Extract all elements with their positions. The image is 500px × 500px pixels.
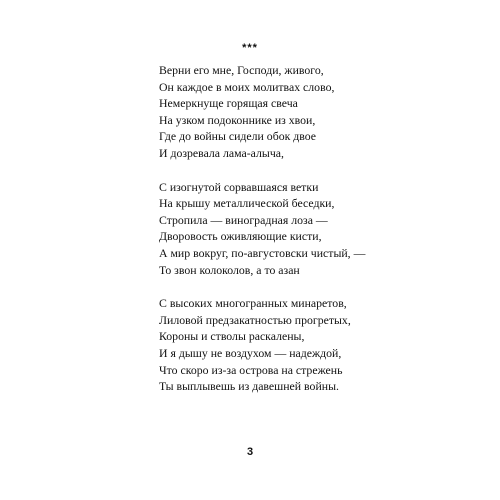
- poem-line: Дворовость оживляющие кисти,: [159, 229, 322, 244]
- poem-line: На узком подоконнике из хвои,: [159, 112, 316, 127]
- stanza-2: [159, 179, 489, 279]
- page-number: 3: [246, 446, 254, 458]
- poem-line: С высоких многогранных минаретов,: [159, 296, 347, 311]
- stanza-1: [159, 62, 489, 162]
- poem-line: А мир вокруг, по-августовски чистый, —: [159, 245, 366, 260]
- poem-line: Где до войны сидели обок двое: [159, 129, 317, 144]
- poem-line: Он каждое в моих молитвах слово,: [159, 79, 335, 94]
- poem-line: На крышу металлической беседки,: [159, 196, 335, 211]
- section-separator: ***: [242, 42, 258, 54]
- poem-line: Лиловой предзакатностью прогретых,: [159, 312, 351, 327]
- poem-line: То звон колоколов, а то азан: [159, 262, 300, 277]
- poem-line: Стропила — виноградная лоза —: [159, 212, 328, 227]
- poem-line: И дозревала лама-алыча,: [159, 145, 284, 160]
- poem-line: Немеркнуще горящая свеча: [159, 96, 298, 111]
- poem-line: Что скоро из-за острова на стрежень: [159, 362, 343, 377]
- poem-line: Короны и стволы раскалены,: [159, 329, 305, 344]
- poem: [159, 62, 489, 412]
- stanza-3: [159, 295, 489, 395]
- poem-line: И я дышу не воздухом — надеждой,: [159, 345, 342, 360]
- poem-line: Верни его мне, Господи, живого,: [159, 63, 324, 77]
- poem-line: Ты выплывешь из давешней войны.: [159, 379, 339, 394]
- poem-line: С изогнутой сорвавшаяся ветки: [159, 179, 319, 194]
